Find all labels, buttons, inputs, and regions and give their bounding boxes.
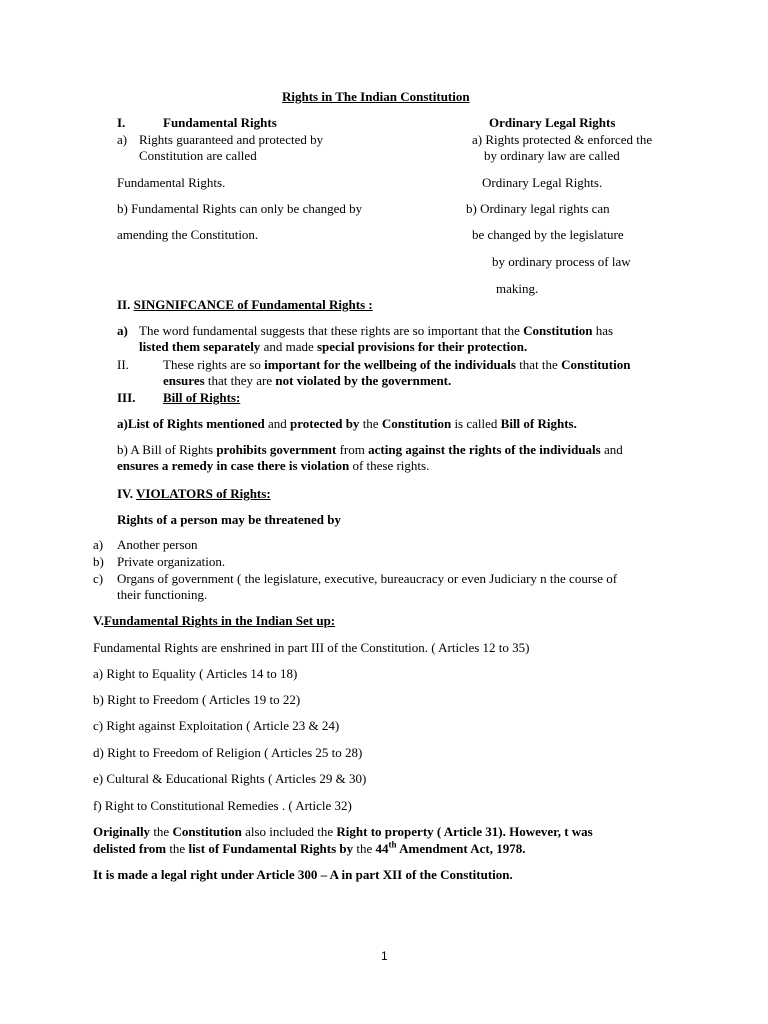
- para-b-bold3: ensures a remedy in case there is violation: [117, 458, 350, 473]
- property-text4: the: [353, 841, 376, 856]
- item-ii-text1: These rights are so: [163, 357, 265, 372]
- property-bold2: Constitution: [172, 824, 242, 839]
- fundamental-rights-heading: Fundamental Rights: [163, 115, 277, 130]
- section-5-heading: [93, 612, 335, 629]
- property-superscript: th: [388, 839, 397, 850]
- item-ii-line1: [163, 356, 630, 373]
- property-text3: the: [166, 841, 189, 856]
- property-bold7: Amendment Act, 1978.: [396, 841, 526, 856]
- right-b-line3: by ordinary process of law: [492, 254, 631, 269]
- section-5-title: Fundamental Rights in the Indian Set up:: [103, 613, 336, 628]
- item-ii-bold4: not violated by the government.: [275, 373, 452, 388]
- item-ii-bold2: Constitution: [561, 357, 631, 372]
- property-bold6: 44: [375, 841, 389, 856]
- para-b-bold2: acting against the rights of the individuals: [368, 442, 601, 457]
- violator-item-c: Organs of government ( the legislature, executive, bureaucracy or even Judiciary n the course of: [117, 571, 618, 586]
- left-a-line2: Constitution are called: [139, 148, 257, 163]
- item-a-text2: has: [592, 323, 614, 338]
- item-a-bold3: special provisions for their protection.: [316, 339, 528, 354]
- property-bold1: Originally: [93, 824, 151, 839]
- para-b-text4: of these rights.: [349, 458, 430, 473]
- section-2-prefix: II.: [117, 297, 134, 312]
- para-a-text2: the: [359, 416, 382, 431]
- right-b-line4: making.: [496, 281, 539, 296]
- para-a-text1: and: [264, 416, 290, 431]
- left-a-line1: Rights guaranteed and protected by: [139, 132, 324, 147]
- legal-right-note: It is made a legal right under Article 300 – A in part XII of the Constitution.: [93, 867, 513, 882]
- right-item: b) Right to Freedom ( Articles 19 to 22): [93, 692, 301, 707]
- violator-item-c-line2: their functioning.: [117, 587, 208, 602]
- property-text2: also included the: [241, 824, 337, 839]
- para-a-text3: is called: [451, 416, 501, 431]
- violator-item-a: Another person: [117, 537, 198, 552]
- item-a-bold1: Constitution: [523, 323, 593, 338]
- property-bold3: Right to property ( Article 31). However, t was: [336, 824, 593, 839]
- violator-label-a: a): [93, 537, 104, 552]
- property-note-line2: [93, 840, 525, 857]
- violator-label-c: c): [93, 571, 104, 586]
- left-a-line3: Fundamental Rights.: [117, 175, 226, 190]
- item-ii-line2: [163, 372, 451, 389]
- section-5-intro: Fundamental Rights are enshrined in part III of the Constitution. ( Articles 12 to 35): [93, 640, 530, 655]
- section-2-heading: [117, 296, 373, 313]
- section-3-label: III.: [117, 390, 136, 405]
- section-3-heading: Bill of Rights:: [163, 390, 241, 405]
- para-b-text3: and: [600, 442, 623, 457]
- item-a-line2: [139, 338, 527, 355]
- page-number: 1: [381, 949, 388, 963]
- item-ii-bold3: ensures: [163, 373, 205, 388]
- section-2-title: SINGNIFCANCE of Fundamental Rights :: [133, 297, 373, 312]
- property-text1: the: [150, 824, 173, 839]
- para-b-text1: b) A Bill of Rights: [117, 442, 217, 457]
- right-item: c) Right against Exploitation ( Article 23 & 24): [93, 718, 340, 733]
- item-a-text3: and made: [260, 339, 317, 354]
- violator-item-b: Private organization.: [117, 554, 226, 569]
- item-a-bold2: listed them separately: [139, 339, 261, 354]
- left-b-line2: amending the Constitution.: [117, 227, 259, 242]
- violator-label-b: b): [93, 554, 104, 569]
- bill-of-rights-para-a: [117, 415, 577, 432]
- item-a-text1: The word fundamental suggests that these rights are so important that the: [139, 323, 524, 338]
- right-item: f) Right to Constitutional Remedies . ( Article 32): [93, 798, 352, 813]
- right-a-line3: Ordinary Legal Rights.: [482, 175, 603, 190]
- para-a-bold1: a)List of Rights mentioned: [117, 416, 265, 431]
- item-ii-text3: that they are: [204, 373, 276, 388]
- right-a-line2: by ordinary law are called: [484, 148, 620, 163]
- right-b-line2: be changed by the legislature: [472, 227, 624, 242]
- right-a-line1: a) Rights protected & enforced the: [472, 132, 653, 147]
- left-a-label: a): [117, 132, 128, 147]
- para-a-bold2: protected by: [289, 416, 360, 431]
- item-ii-bold1: important for the wellbeing of the individuals: [264, 357, 516, 372]
- section-1-numeral: I.: [117, 115, 126, 130]
- property-bold5: list of Fundamental Rights by: [188, 841, 354, 856]
- right-b-line1: b) Ordinary legal rights can: [466, 201, 610, 216]
- section-4-title: VIOLATORS of Rights:: [136, 486, 271, 501]
- left-b-line1: b) Fundamental Rights can only be changed by: [117, 201, 363, 216]
- bill-of-rights-para-b-line1: [117, 441, 623, 458]
- para-b-text2: from: [336, 442, 369, 457]
- bill-of-rights-para-b-line2: [117, 457, 429, 474]
- right-item: a) Right to Equality ( Articles 14 to 18): [93, 666, 298, 681]
- para-a-bold4: Bill of Rights.: [500, 416, 577, 431]
- item-a-line1: [139, 322, 613, 339]
- document-title: Rights in The Indian Constitution: [282, 89, 470, 104]
- item-a-label: a): [117, 323, 128, 338]
- item-ii-text2: that the: [515, 357, 562, 372]
- section-5-prefix: V.: [93, 613, 104, 628]
- right-item: e) Cultural & Educational Rights ( Articles 29 & 30): [93, 771, 367, 786]
- right-item: d) Right to Freedom of Religion ( Articles 25 to 28): [93, 745, 363, 760]
- section-4-subheading: Rights of a person may be threatened by: [117, 512, 342, 527]
- section-4-heading: [117, 485, 271, 502]
- ordinary-legal-rights-heading: Ordinary Legal Rights: [489, 115, 616, 130]
- para-b-bold1: prohibits government: [216, 442, 337, 457]
- section-4-prefix: IV.: [117, 486, 137, 501]
- para-a-bold3: Constitution: [381, 416, 452, 431]
- item-ii-label: II.: [117, 357, 129, 372]
- property-note-line1: [93, 823, 593, 840]
- property-bold4: delisted from: [93, 841, 167, 856]
